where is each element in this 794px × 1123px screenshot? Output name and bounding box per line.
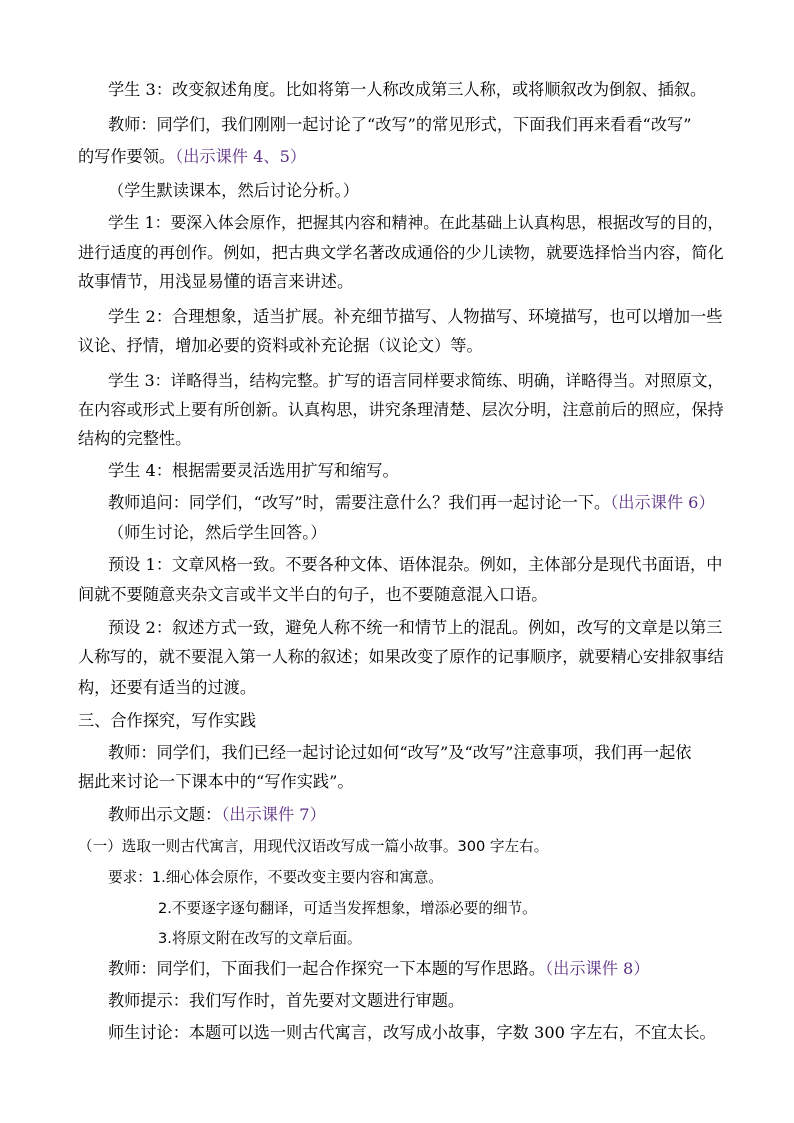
- paragraph-line: 据此来讨论一下课本中的“写作实践”。: [78, 772, 354, 791]
- paragraph-line: 间就不要随意夹杂文言或半文半白的句子，也不要随意混入口语。: [78, 585, 548, 604]
- slide-cue: （出示课件 6）: [610, 493, 715, 512]
- paragraph-line: 进行适度的再创作。例如，把古典文学名著改成通俗的少儿读物，就要选择恰当内容，简化: [78, 243, 724, 262]
- paragraph-line: 教师：同学们，下面我们一起合作探究一下本题的写作思路。（出示课件 8）: [108, 959, 650, 978]
- requirement-item: 3.将原文附在改写的文章后面。: [158, 930, 362, 947]
- paragraph-line: 教师：同学们，我们已经一起讨论过如何“改写”及“改写”注意事项，我们再一起依: [108, 743, 692, 762]
- stage-direction: （师生讨论，然后学生回答。）: [108, 523, 327, 542]
- paragraph-line: 结构的完整性。: [78, 429, 192, 448]
- paragraph-line: 的写作要领。（出示课件 4、5）: [78, 147, 307, 166]
- paragraph-line: 师生讨论：本题可以选一则古代寓言，改写成小故事，字数 300 字左右，不宜太长。: [108, 1023, 716, 1042]
- section-heading: 三、合作探究，写作实践: [78, 711, 257, 730]
- paragraph-line: 教师追问：同学们，“改写”时，需要注意什么？我们再一起讨论一下。（出示课件 6）: [108, 493, 715, 512]
- assignment-title: （一）选取一则古代寓言，用现代汉语改写成一篇小故事。300 字左右。: [78, 838, 549, 855]
- stage-direction: （学生默读课本，然后讨论分析。）: [108, 181, 359, 200]
- paragraph-line: 议论、抒情，增加必要的资料或补充论据（议论文）等。: [78, 336, 483, 355]
- requirement-item: 要求：1.细心体会原作，不要改变主要内容和寓意。: [108, 869, 443, 886]
- paragraph-line: 学生 3：改变叙述角度。比如将第一人称改成第三人称，或将顺叙改为倒叙、插叙。: [108, 80, 707, 99]
- paragraph-line: 学生 2：合理想象，适当扩展。补充细节描写、人物描写、环境描写，也可以增加一些: [108, 307, 723, 326]
- paragraph-line: 人称写的，就不要混入第一人称的叙述；如果改变了原作的记事顺序，就要精心安排叙事结: [78, 647, 724, 666]
- paragraph-line: 教师：同学们，我们刚刚一起讨论了“改写”的常见形式，下面我们再来看看“改写”: [108, 115, 692, 134]
- slide-cue: （出示课件 7）: [221, 805, 326, 824]
- paragraph-line: 构，还要有适当的过渡。: [78, 678, 257, 697]
- paragraph-line: 学生 3：详略得当，结构完整。扩写的语言同样要求简练、明确，详略得当。对照原文，: [108, 371, 724, 390]
- paragraph-line: 故事情节，用浅显易懂的语言来讲述。: [78, 272, 354, 291]
- slide-cue: （出示课件 4、5）: [175, 147, 307, 166]
- paragraph-line: 教师出示文题：（出示课件 7）: [108, 805, 326, 824]
- paragraph-line: 预设 1：文章风格一致。不要各种文体、语体混杂。例如，主体部分是现代书面语，中: [108, 555, 723, 574]
- paragraph-line: 教师提示：我们写作时，首先要对文题进行审题。: [108, 991, 465, 1010]
- paragraph-line: 在内容或形式上要有所创新。认真构思，讲究条理清楚、层次分明，注意前后的照应，保持: [78, 400, 724, 419]
- paragraph-line: 预设 2：叙述方式一致，避免人称不统一和情节上的混乱。例如，改写的文章是以第三: [108, 618, 723, 637]
- paragraph-line: 学生 4：根据需要灵活选用扩写和缩写。: [108, 461, 399, 480]
- requirement-item: 2.不要逐字逐句翻译，可适当发挥想象，增添必要的细节。: [158, 900, 537, 917]
- paragraph-line: 学生 1：要深入体会原作，把握其内容和精神。在此基础上认真构思，根据改写的目的，: [108, 213, 724, 232]
- slide-cue: （出示课件 8）: [545, 959, 650, 978]
